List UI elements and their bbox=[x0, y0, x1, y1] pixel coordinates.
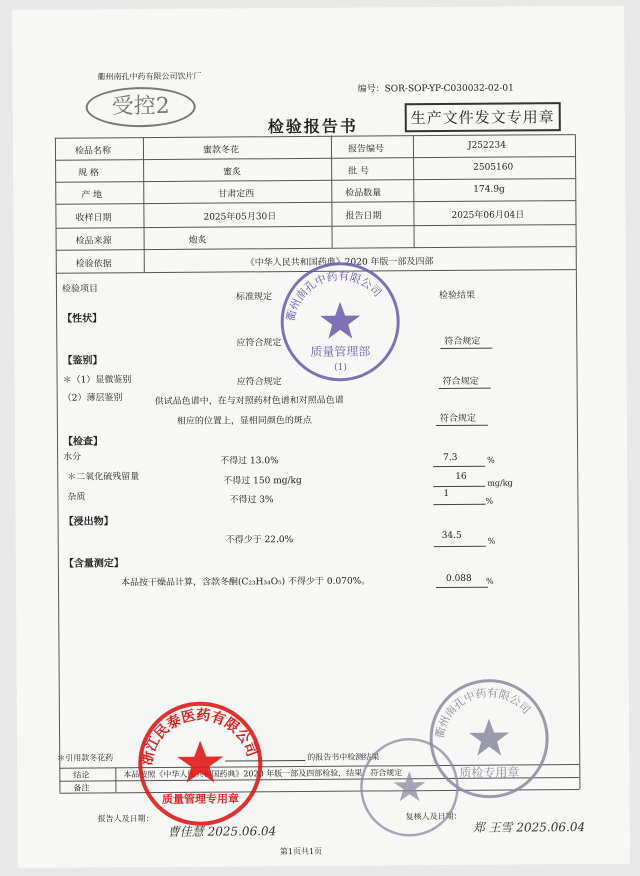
quantity-label: 检品数量 bbox=[345, 188, 382, 199]
traits-result: 符合规定 bbox=[444, 336, 481, 347]
water-value: 7.3 bbox=[443, 452, 458, 464]
so2-value: 16 bbox=[455, 471, 467, 482]
conclusion-label: 结论 bbox=[73, 770, 90, 780]
water-label: 水分 bbox=[63, 452, 82, 463]
spec-value: 蜜炙 bbox=[223, 167, 242, 178]
purple-seal-arc: 衢州南孔中药有限公司 bbox=[284, 269, 384, 323]
report-date-value: 2025年06月04日 bbox=[451, 210, 525, 221]
water-standard: 不得过 13.0% bbox=[220, 456, 279, 467]
tlc-standard-line2: 相应的位置上，显相同颜色的斑点 bbox=[176, 415, 312, 427]
page-number: 第1页共1页 bbox=[279, 846, 323, 857]
assay-title: 【含量测定】 bbox=[63, 558, 124, 570]
extract-standard: 不得少于 22.0% bbox=[225, 535, 294, 546]
svg-text:衢州南孔中药有限公司 bbox=[284, 268, 384, 322]
extract-unit: % bbox=[487, 536, 496, 546]
quality-dept-seal bbox=[278, 259, 403, 384]
identification-title: 【鉴别】 bbox=[62, 355, 103, 367]
product-name-label: 检品名称 bbox=[74, 146, 112, 157]
batch-value: 2505160 bbox=[473, 162, 514, 173]
batch-label: 批 号 bbox=[348, 166, 370, 177]
remark-label: 备注 bbox=[73, 783, 90, 793]
report-number-value: J252234 bbox=[467, 140, 506, 151]
so2-unit: mg/kg bbox=[487, 478, 513, 488]
received-date-label: 收样日期 bbox=[75, 213, 112, 224]
qc-seal-2 bbox=[357, 735, 462, 840]
assay-value: 0.088 bbox=[445, 573, 472, 584]
column-item: 检验项目 bbox=[61, 284, 99, 295]
controlled-stamp: 受控2 bbox=[86, 87, 196, 128]
impurity-value: 1 bbox=[443, 488, 450, 500]
impurity-unit: % bbox=[485, 496, 494, 506]
supplier-seal bbox=[135, 698, 266, 829]
product-name-value: 蜜款冬花 bbox=[202, 145, 240, 156]
traits-standard: 应符合规定 bbox=[236, 338, 282, 349]
reporter-label: 报告人及日期： bbox=[97, 814, 154, 824]
tlc-result: 符合规定 bbox=[439, 413, 476, 425]
report-sheet bbox=[12, 6, 630, 868]
distribution-stamp: 生产文件发文专用章 bbox=[405, 102, 561, 132]
quantity-value: 174.9g bbox=[473, 184, 505, 195]
company-name: 衢州南孔中药有限公司饮片厂 bbox=[97, 71, 202, 82]
conclusion-text: 本品按照《中华人民共和国药典》2020 年版一部及四部检验，结果：符合规定 bbox=[123, 768, 403, 780]
page-title: 检验报告书 bbox=[267, 116, 358, 137]
svg-text:衢州南孔中药有限公司 bbox=[433, 685, 533, 739]
source-label: 检品来源 bbox=[75, 236, 112, 247]
tlc-standard-line1: 供试品色谱中，在与对照药材色谱和对照品色谱 bbox=[154, 395, 344, 408]
purple-seal-number: (1) bbox=[334, 362, 347, 373]
tlc-label: （2）薄层鉴别 bbox=[62, 393, 123, 404]
reviewer-signature: 郑 王雪 2025.06.04 bbox=[472, 820, 586, 835]
micro-standard: 应符合规定 bbox=[236, 377, 282, 388]
micro-label: ＊（1）显微鉴别 bbox=[62, 375, 132, 386]
basis-label: 检验依据 bbox=[75, 259, 112, 270]
received-date-value: 2025年05月30日 bbox=[203, 212, 277, 223]
spec-label: 规 格 bbox=[78, 168, 100, 179]
so2-standard: 不得过 150 mg/kg bbox=[223, 475, 302, 487]
basis-value: 《中华人民共和国药典》2020 年版一部及四部 bbox=[245, 257, 434, 269]
report-number-label: 报告编号 bbox=[347, 144, 385, 155]
report-date-label: 报告日期 bbox=[345, 211, 382, 222]
extract-title: 【浸出物】 bbox=[63, 516, 114, 528]
reference-note: ＊引用款冬花药 bbox=[57, 753, 114, 763]
column-result: 检验结果 bbox=[438, 290, 476, 302]
traits-title: 【性状】 bbox=[62, 313, 103, 325]
red-seal-arc: 浙江民泰医药有限公司 bbox=[139, 707, 260, 767]
reference-note-tail: 的报告书中检测结果 bbox=[307, 752, 380, 762]
origin-label: 产 地 bbox=[81, 190, 103, 201]
doc-number: 编号：SOR-SOP-YP-C030032-02-01 bbox=[357, 83, 514, 95]
extract-value: 34.5 bbox=[441, 530, 462, 542]
so2-label: ＊二氧化硫残留量 bbox=[67, 472, 140, 483]
impurity-standard: 不得过 3% bbox=[229, 495, 274, 506]
purple-seal-dept: 质量管理部 bbox=[310, 344, 371, 359]
reviewer-label: 复核人及日期： bbox=[405, 811, 462, 822]
assay-standard: 本品按干燥品计算，含款冬酮(C₂₃H₃₄O₅) 不得少于 0.070%。 bbox=[120, 576, 371, 589]
water-unit: % bbox=[487, 455, 495, 465]
column-standard: 标准规定 bbox=[235, 292, 273, 303]
origin-value: 甘肃定西 bbox=[218, 189, 255, 200]
gray-seal-label: 质检专用章 bbox=[459, 765, 520, 780]
assay-unit: % bbox=[485, 576, 494, 586]
impurity-label: 杂质 bbox=[67, 492, 86, 503]
gray-seal-arc: 衢州南孔中药有限公司 bbox=[433, 686, 533, 740]
micro-result: 符合规定 bbox=[442, 376, 479, 388]
red-seal-label: 质量管理专用章 bbox=[161, 792, 240, 806]
source-value: 炮炙 bbox=[188, 235, 207, 246]
check-title: 【检查】 bbox=[62, 436, 104, 448]
reporter-signature: 曹佳慧 2025.06.04 bbox=[167, 824, 277, 839]
